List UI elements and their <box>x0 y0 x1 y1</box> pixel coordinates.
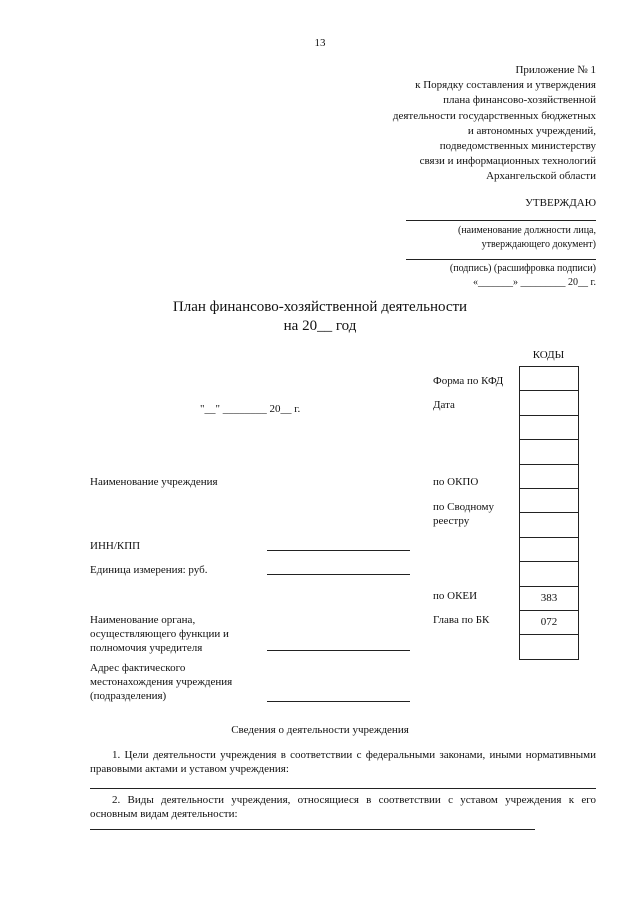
organ-line-field <box>267 650 410 651</box>
code-cell <box>520 513 578 537</box>
code-cell <box>520 538 578 562</box>
paragraph-activities: 2. Виды деятельности учреждения, относящиеся в соответствии с уставом учреждения к его основным видам деятельности: <box>90 794 596 820</box>
position-caption <box>458 224 596 251</box>
label-glava-bk: Глава по БК <box>433 614 490 626</box>
code-cell-date <box>520 391 578 415</box>
section-title: Сведения о деятельности учреждения <box>231 724 409 736</box>
address-line-field <box>267 701 410 702</box>
organ-line: Наименование органа, <box>90 614 196 626</box>
appendix-line: к Порядку составления и утверждения <box>415 79 596 92</box>
appendix-header <box>393 63 596 185</box>
signature-line <box>406 259 596 260</box>
caption-line: утверждающего документ) <box>481 238 596 250</box>
code-cell <box>520 416 578 440</box>
goals-line <box>90 788 596 789</box>
code-cell-okei: 383 <box>520 587 578 611</box>
label-form-kfd: Форма по КФД <box>433 375 504 387</box>
organ-line: полномочия учредителя <box>90 642 203 654</box>
code-cell-svod <box>520 489 578 513</box>
label-unit: Единица измерения: руб. <box>90 564 208 576</box>
appendix-line: связи и информационных технологий <box>419 155 596 168</box>
label-inn-kpp: ИНН/КПП <box>90 540 141 552</box>
code-cell-okpo <box>520 465 578 489</box>
appendix-line: подведомственных министерству <box>439 140 596 153</box>
signature-caption: (подпись) (расшифровка подписи) <box>449 263 596 274</box>
code-cell <box>520 440 578 464</box>
label-address <box>90 661 232 703</box>
codes-column <box>519 366 579 660</box>
date-field: "__" ________ 20__ г. <box>200 403 301 415</box>
unit-line <box>267 574 410 575</box>
appendix-line: Архангельской области <box>486 170 596 183</box>
caption-line: (наименование должности лица, <box>457 225 596 236</box>
approval-date: «_______» _________ 20__ г. <box>473 277 596 288</box>
activities-line <box>90 829 535 830</box>
code-cell-glava: 072 <box>520 611 578 635</box>
organ-line: осуществляющего функции и <box>90 628 229 640</box>
appendix-line: плана финансово-хозяйственной <box>443 94 596 107</box>
page-number: 13 <box>314 37 326 49</box>
label-okpo: по ОКПО <box>433 476 479 488</box>
code-cell-form <box>520 367 578 391</box>
code-cell <box>520 562 578 586</box>
label-svod-line: реестру <box>433 515 470 527</box>
label-founder-organ <box>90 613 229 655</box>
label-institution: Наименование учреждения <box>90 476 218 488</box>
appendix-line: Приложение № 1 <box>515 64 596 76</box>
approval-heading: УТВЕРЖДАЮ <box>525 197 596 209</box>
label-svod <box>433 500 494 528</box>
address-line: Адрес фактического <box>90 662 186 674</box>
appendix-line: деятельности государственных бюджетных <box>392 109 596 122</box>
title-line: на 20__ год <box>283 318 357 334</box>
label-okei: по ОКЕИ <box>433 590 478 602</box>
position-line <box>406 220 596 221</box>
title-line: План финансово-хозяйственной деятельности <box>172 299 468 315</box>
code-cell <box>520 635 578 658</box>
codes-header: КОДЫ <box>532 349 565 361</box>
appendix-line: и автономных учреждений, <box>467 124 596 137</box>
paragraph-goals: 1. Цели деятельности учреждения в соответствии с федеральными законами, иными нормативными правовыми актами и уставом учреждения: <box>90 749 596 775</box>
label-date: Дата <box>433 399 455 411</box>
document-title <box>0 298 640 336</box>
address-line: местонахождения учреждения <box>90 676 233 688</box>
label-svod-line: по Сводному <box>433 501 495 513</box>
inn-line <box>267 550 410 551</box>
address-line: (подразделения) <box>90 690 167 702</box>
